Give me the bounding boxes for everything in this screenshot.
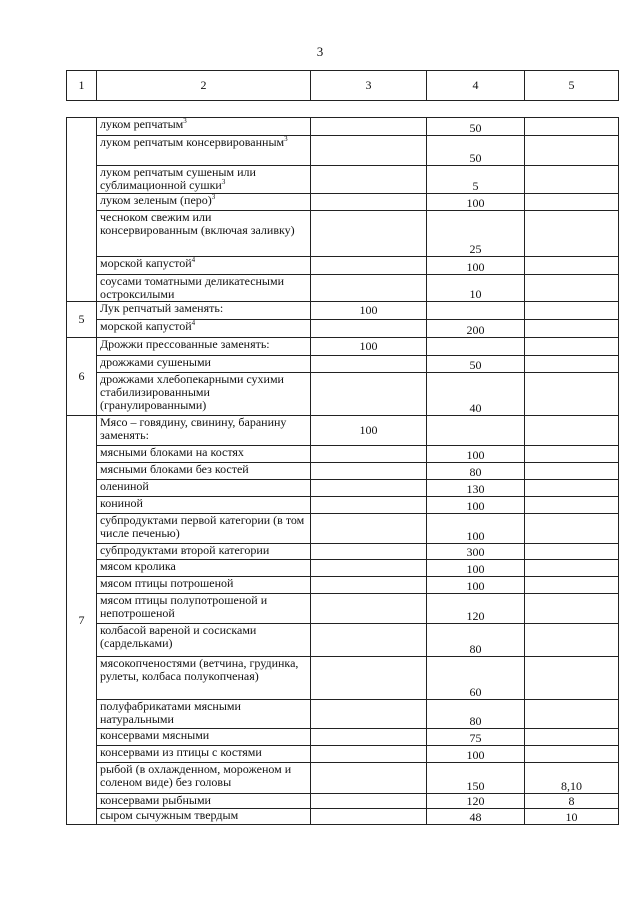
table-row <box>67 729 619 746</box>
product-text: субпродуктами второй категории <box>100 543 270 557</box>
col5-value <box>525 166 619 194</box>
col3-value: 100 <box>311 416 427 446</box>
product-text: соусами томатными деликатесными остроксилыми <box>100 274 285 301</box>
product-text: дрожжами сушеными <box>100 355 211 369</box>
col4-value: 100 <box>427 497 525 514</box>
col3-value <box>311 624 427 657</box>
table-row <box>67 480 619 497</box>
row-number: 7 <box>67 416 97 825</box>
product-text: Мясо – говядину, свинину, баранину заменять: <box>100 415 287 442</box>
product-text: Дрожжи прессованные заменять: <box>100 337 270 351</box>
product-text: кониной <box>100 496 143 510</box>
product-name <box>97 257 311 275</box>
col5-value <box>525 373 619 416</box>
col5-value <box>525 700 619 729</box>
product-name <box>97 302 311 320</box>
product-text: сыром сычужным твердым <box>100 808 239 822</box>
col5-value: 10 <box>525 809 619 825</box>
product-name <box>97 118 311 136</box>
product-name <box>97 497 311 514</box>
table-row <box>67 446 619 463</box>
product-name <box>97 166 311 194</box>
col4-value <box>427 338 525 356</box>
product-name <box>97 356 311 373</box>
col4-value: 25 <box>427 211 525 257</box>
product-name <box>97 463 311 480</box>
row-number: 5 <box>67 302 97 338</box>
product-text: рыбой (в охлажденном, мороженом и соленом виде) без головы <box>100 762 292 789</box>
product-name <box>97 136 311 166</box>
col4-value: 50 <box>427 118 525 136</box>
col3-value <box>311 257 427 275</box>
product-name <box>97 275 311 302</box>
table-row <box>67 700 619 729</box>
header-col-1: 1 <box>67 71 97 101</box>
product-text: мясом птицы полупотрошеной и непотрошеной <box>100 593 268 620</box>
col3-value <box>311 463 427 480</box>
col5-value <box>525 594 619 624</box>
col3-value <box>311 373 427 416</box>
col4-value: 10 <box>427 275 525 302</box>
col3-value <box>311 594 427 624</box>
col3-value: 100 <box>311 338 427 356</box>
footnote-mark: 3 <box>183 117 187 125</box>
col3-value <box>311 275 427 302</box>
col5-value <box>525 118 619 136</box>
product-name <box>97 416 311 446</box>
col5-value <box>525 211 619 257</box>
product-text: мясокопченостями (ветчина, грудинка, рулеты, колбаса полукопченая) <box>100 656 299 683</box>
header-col-2: 2 <box>97 71 311 101</box>
product-text: мясом птицы потрошеной <box>100 576 234 590</box>
table-row <box>67 624 619 657</box>
product-name <box>97 809 311 825</box>
row-number <box>67 118 97 302</box>
col4-value: 100 <box>427 560 525 577</box>
col5-value <box>525 497 619 514</box>
col4-value: 100 <box>427 194 525 211</box>
col3-value <box>311 577 427 594</box>
col5-value: 8,10 <box>525 763 619 794</box>
product-name <box>97 211 311 257</box>
col5-value <box>525 320 619 338</box>
col5-value <box>525 356 619 373</box>
col3-value <box>311 657 427 700</box>
product-text: субпродуктами первой категории (в том числе печенью) <box>100 513 305 540</box>
col5-value <box>525 514 619 544</box>
col4-value: 80 <box>427 463 525 480</box>
product-name <box>97 624 311 657</box>
col5-value <box>525 746 619 763</box>
product-text: полуфабрикатами мясными натуральными <box>100 699 241 726</box>
header-col-3: 3 <box>311 71 427 101</box>
table-row <box>67 497 619 514</box>
col5-value <box>525 560 619 577</box>
product-name <box>97 729 311 746</box>
table-header <box>66 70 619 101</box>
col4-value: 40 <box>427 373 525 416</box>
product-text: луком репчатым консервированным <box>100 135 285 149</box>
col5-value <box>525 544 619 560</box>
footnote-mark: 3 <box>221 178 226 186</box>
col3-value <box>311 446 427 463</box>
col5-value <box>525 463 619 480</box>
product-text: морской капустой <box>100 256 192 270</box>
header-col-5: 5 <box>525 71 619 101</box>
product-text: луком репчатым <box>100 117 184 131</box>
col4-value: 300 <box>427 544 525 560</box>
product-text: олениной <box>100 479 149 493</box>
col5-value <box>525 624 619 657</box>
table-row <box>67 320 619 338</box>
product-name <box>97 560 311 577</box>
col5-value <box>525 416 619 446</box>
footnote-mark: 3 <box>211 193 216 201</box>
col4-value: 100 <box>427 577 525 594</box>
col3-value <box>311 544 427 560</box>
table-row <box>67 166 619 194</box>
product-text: консервами рыбными <box>100 793 211 807</box>
table-row <box>67 373 619 416</box>
col5-value <box>525 136 619 166</box>
col4-value: 50 <box>427 136 525 166</box>
col3-value <box>311 794 427 809</box>
col4-value: 60 <box>427 657 525 700</box>
col5-value <box>525 577 619 594</box>
table-row <box>67 416 619 446</box>
col5-value <box>525 657 619 700</box>
product-name <box>97 746 311 763</box>
col4-value: 80 <box>427 624 525 657</box>
product-text: морской капустой <box>100 319 192 333</box>
table-row <box>67 809 619 825</box>
col3-value <box>311 356 427 373</box>
table-row <box>67 356 619 373</box>
table-row <box>67 257 619 275</box>
col5-value <box>525 257 619 275</box>
product-text: консервами мясными <box>100 728 210 742</box>
col4-value: 130 <box>427 480 525 497</box>
product-text: мясными блоками на костях <box>100 445 244 459</box>
product-name <box>97 594 311 624</box>
col4-value: 48 <box>427 809 525 825</box>
col3-value <box>311 194 427 211</box>
row-number: 6 <box>67 338 97 416</box>
table-row <box>67 657 619 700</box>
col4-value: 100 <box>427 257 525 275</box>
col5-value <box>525 480 619 497</box>
footnote-mark: 4 <box>191 256 196 264</box>
product-text: Лук репчатый заменять: <box>100 301 224 315</box>
col3-value <box>311 700 427 729</box>
table-row <box>67 136 619 166</box>
table-row <box>67 594 619 624</box>
product-name <box>97 657 311 700</box>
col5-value <box>525 729 619 746</box>
table-row <box>67 794 619 809</box>
col3-value <box>311 729 427 746</box>
substitution-table <box>66 117 619 825</box>
col4-value: 120 <box>427 794 525 809</box>
product-name <box>97 514 311 544</box>
col4-value: 100 <box>427 514 525 544</box>
product-name <box>97 320 311 338</box>
col4-value: 100 <box>427 446 525 463</box>
table-row <box>67 544 619 560</box>
col3-value <box>311 560 427 577</box>
table-row <box>67 763 619 794</box>
col5-value <box>525 446 619 463</box>
col3-value <box>311 497 427 514</box>
col3-value <box>311 166 427 194</box>
product-text: чесноком свежим или консервированным (включая заливку) <box>100 210 295 237</box>
product-text: дрожжами хлебопекарными сухими стабилизированными (гранулированными) <box>100 372 284 412</box>
table-row <box>67 302 619 320</box>
table-row <box>67 463 619 480</box>
col5-value <box>525 194 619 211</box>
col4-value <box>427 416 525 446</box>
col4-value: 100 <box>427 746 525 763</box>
product-name <box>97 577 311 594</box>
product-text: колбасой вареной и сосисками (сардельками) <box>100 623 257 650</box>
table-row <box>67 338 619 356</box>
col3-value <box>311 809 427 825</box>
product-text: луком репчатым сушеным или сублимационной сушки <box>100 165 256 192</box>
product-text: консервами из птицы с костями <box>100 745 262 759</box>
product-name <box>97 446 311 463</box>
table-row <box>67 577 619 594</box>
col4-value: 75 <box>427 729 525 746</box>
col4-value <box>427 302 525 320</box>
col5-value: 8 <box>525 794 619 809</box>
col3-value <box>311 211 427 257</box>
table-row <box>67 275 619 302</box>
product-name <box>97 763 311 794</box>
table-row <box>67 194 619 211</box>
product-name <box>97 544 311 560</box>
product-text: мясом кролика <box>100 559 176 573</box>
col3-value <box>311 763 427 794</box>
product-name <box>97 700 311 729</box>
header-col-4: 4 <box>427 71 525 101</box>
product-name <box>97 373 311 416</box>
col3-value <box>311 746 427 763</box>
col4-value: 120 <box>427 594 525 624</box>
col3-value: 100 <box>311 302 427 320</box>
product-text: луком зеленым (перо) <box>100 193 212 207</box>
table-row <box>67 560 619 577</box>
table-row <box>67 746 619 763</box>
col5-value <box>525 275 619 302</box>
product-name <box>97 338 311 356</box>
col3-value <box>311 118 427 136</box>
col3-value <box>311 136 427 166</box>
page-number: 3 <box>316 44 324 59</box>
col4-value: 50 <box>427 356 525 373</box>
table-row <box>67 118 619 136</box>
col3-value <box>311 480 427 497</box>
table-row <box>67 514 619 544</box>
table-row <box>67 211 619 257</box>
product-name <box>97 480 311 497</box>
product-name <box>97 194 311 211</box>
col4-value: 5 <box>427 166 525 194</box>
product-text: мясными блоками без костей <box>100 462 249 476</box>
col5-value <box>525 302 619 320</box>
footnote-mark: 4 <box>191 319 196 327</box>
col4-value: 80 <box>427 700 525 729</box>
col4-value: 150 <box>427 763 525 794</box>
col5-value <box>525 338 619 356</box>
product-name <box>97 794 311 809</box>
col4-value: 200 <box>427 320 525 338</box>
col3-value <box>311 320 427 338</box>
col3-value <box>311 514 427 544</box>
footnote-mark: 3 <box>284 135 288 143</box>
